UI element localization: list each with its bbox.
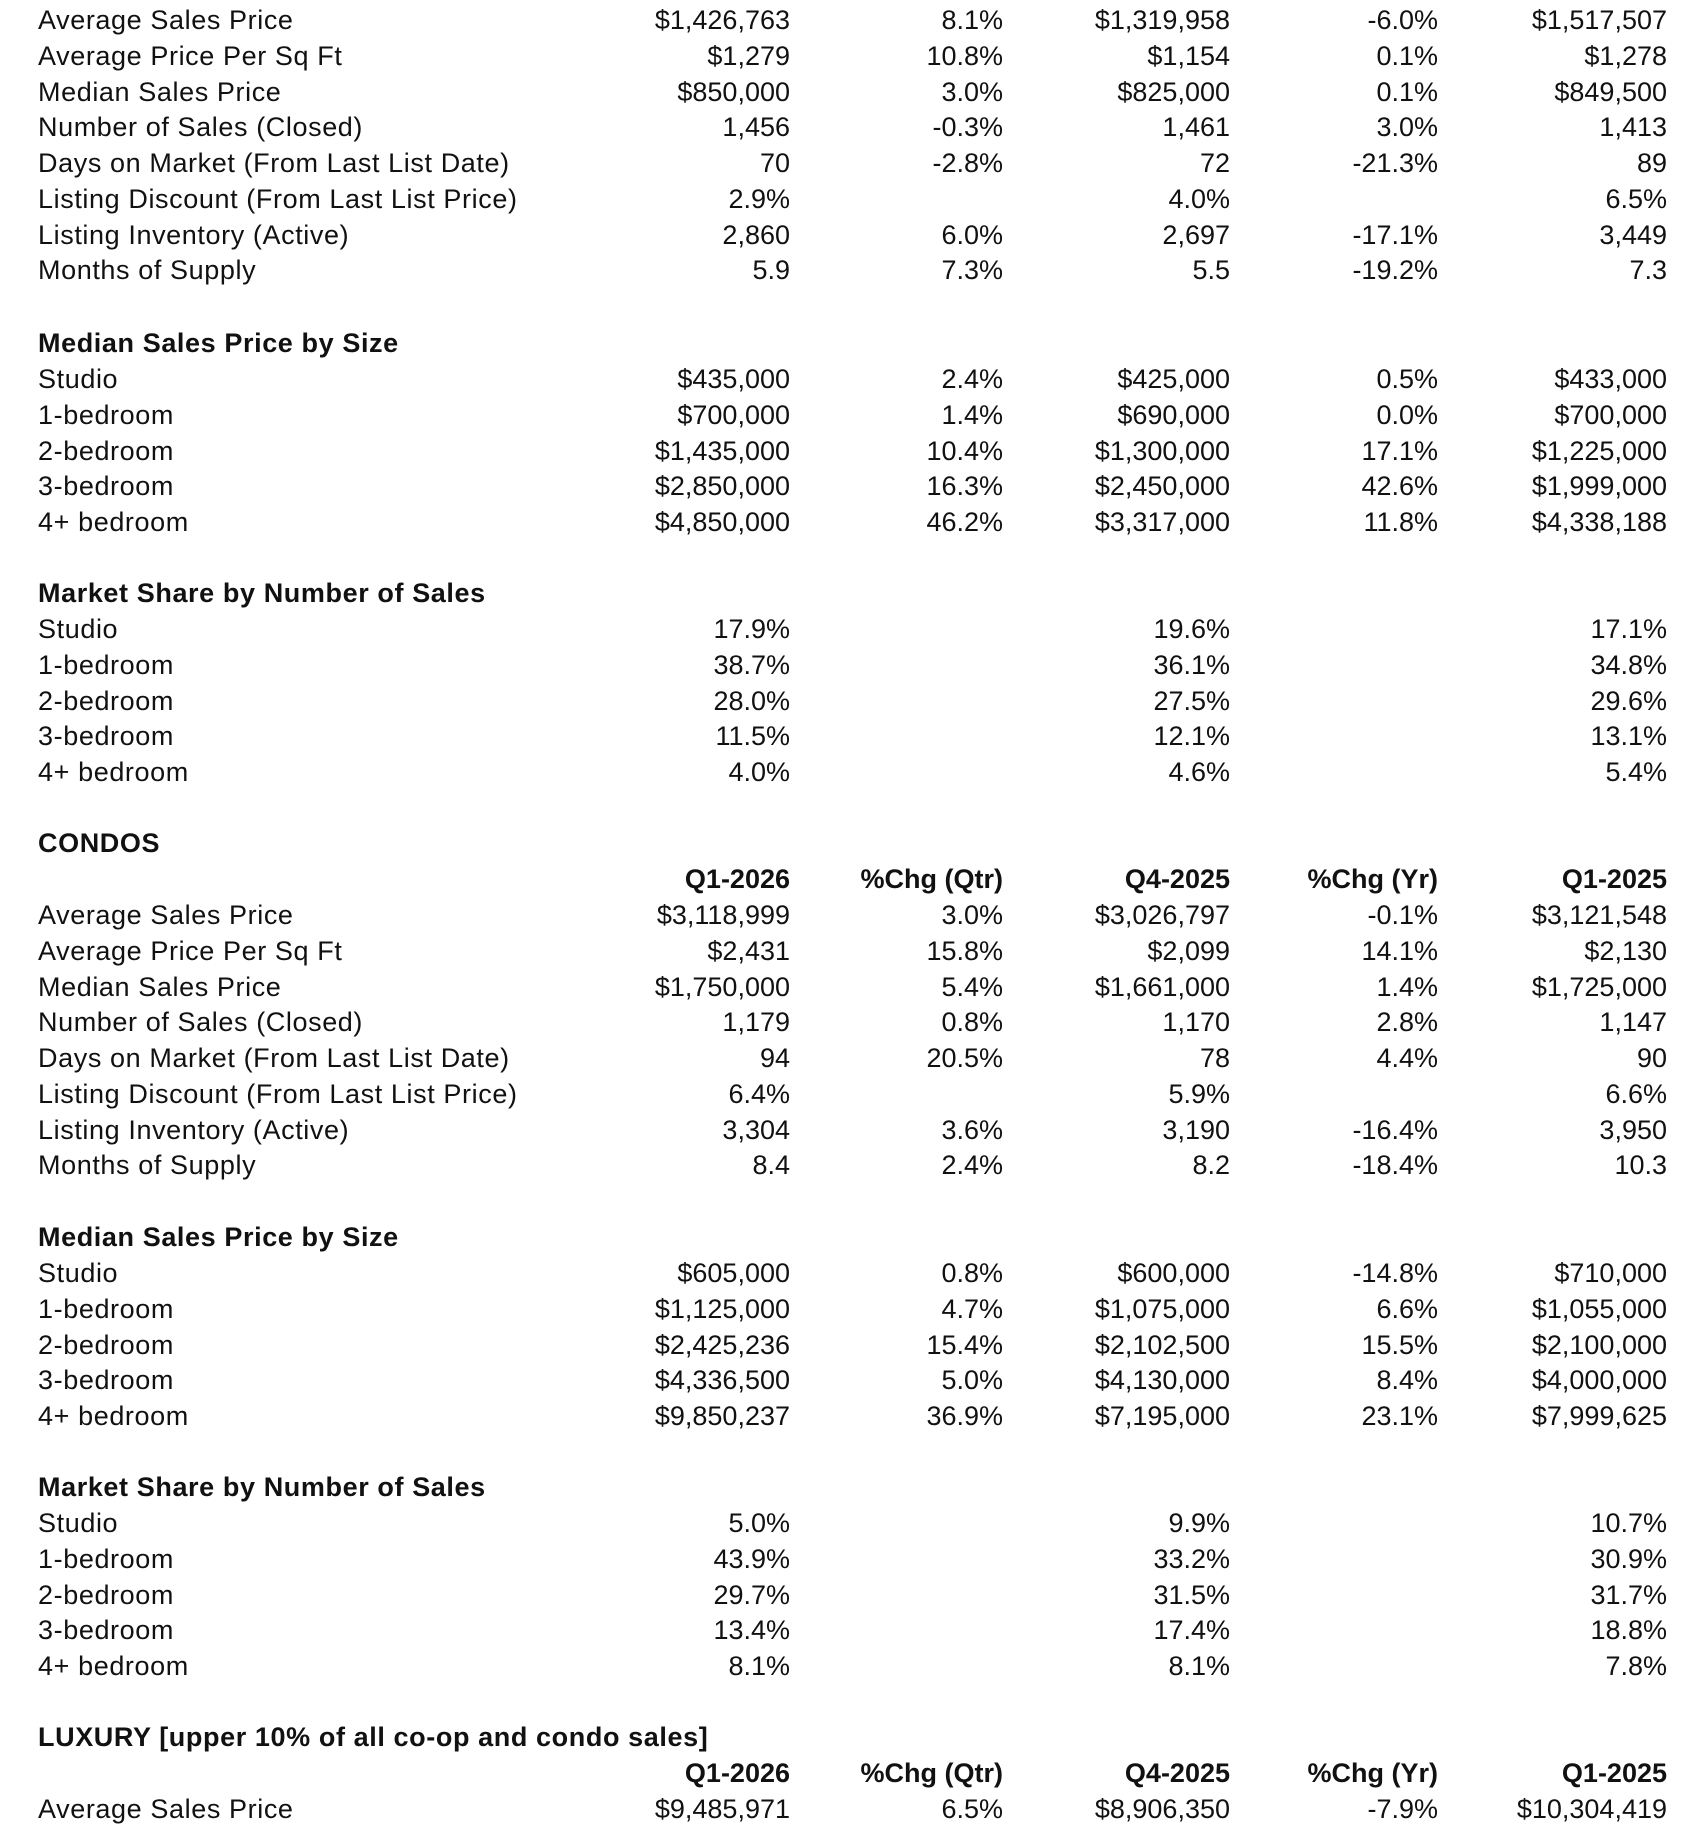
table-cell: 17.1%: [1590, 614, 1667, 644]
table-row-1-bedroom: [0, 397, 1700, 433]
row-label: Days on Market (From Last List Date): [38, 1043, 510, 1073]
column-header-q1-2026: Q1-2026: [684, 864, 790, 894]
table-row-3-bedroom: [0, 718, 1700, 754]
table-cell: $1,278: [1584, 40, 1667, 71]
table-cell: $10,304,419: [1516, 1794, 1667, 1824]
table-cell: 90: [1636, 1043, 1667, 1073]
table-row-4-bedroom: [0, 1398, 1700, 1434]
table-cell: $1,661,000: [1094, 971, 1230, 1002]
table-cell: $7,999,625: [1531, 1401, 1667, 1431]
table-cell: 1,413: [1599, 112, 1667, 143]
row-label: Listing Inventory (Active): [38, 219, 350, 250]
table-cell: 31.5%: [1153, 1579, 1230, 1610]
row-label: Average Sales Price: [38, 1794, 294, 1824]
table-cell: 8.1%: [941, 5, 1003, 35]
section-heading-label: LUXURY [upper 10% of all co-op and condo sales]: [38, 1722, 709, 1752]
section-heading-median-sales-price-by-size: [0, 1219, 1700, 1255]
table-row-studio: [0, 611, 1700, 647]
table-cell: -6.0%: [1367, 5, 1438, 35]
table-row-listing-discount-from-last-list-price: [0, 181, 1700, 217]
table-cell: -0.3%: [932, 112, 1003, 143]
row-label: Average Sales Price: [38, 5, 294, 35]
column-header-q4-2025: Q4-2025: [1124, 864, 1230, 894]
table-row-studio: [0, 361, 1700, 397]
table-cell: 8.4%: [1376, 1365, 1438, 1396]
table-cell: -18.4%: [1352, 1150, 1438, 1181]
section-heading-condos: [0, 825, 1700, 861]
table-cell: $4,336,500: [654, 1365, 790, 1396]
table-cell: $4,000,000: [1531, 1365, 1667, 1396]
table-row-studio: [0, 1505, 1700, 1541]
table-cell: 1.4%: [1376, 971, 1438, 1002]
section-heading-label: Median Sales Price by Size: [38, 1222, 399, 1252]
table-cell: 6.5%: [1605, 183, 1667, 214]
table-cell: 27.5%: [1153, 685, 1230, 716]
column-header-q1-2025: Q1-2025: [1561, 864, 1667, 894]
table-cell: 15.8%: [926, 935, 1003, 966]
table-cell: $2,100,000: [1531, 1329, 1667, 1360]
table-cell: $433,000: [1554, 364, 1667, 394]
table-cell: $1,154: [1147, 40, 1230, 71]
row-label: Number of Sales (Closed): [38, 112, 364, 143]
table-row-listing-discount-from-last-list-price: [0, 1076, 1700, 1112]
table-cell: 8.1%: [728, 1651, 790, 1681]
table-row-average-price-per-sq-ft: [0, 38, 1700, 74]
row-label: Days on Market (From Last List Date): [38, 148, 510, 178]
table-row-days-on-market-from-last-list-date: [0, 145, 1700, 181]
table-cell: 8.2: [1192, 1150, 1230, 1181]
table-cell: $1,075,000: [1094, 1293, 1230, 1324]
table-cell: $9,485,971: [654, 1794, 790, 1824]
table-cell: 29.7%: [713, 1579, 790, 1610]
table-cell: 2,860: [722, 219, 790, 250]
table-cell: 1,456: [722, 112, 790, 143]
table-cell: 36.1%: [1153, 649, 1230, 680]
table-cell: 11.8%: [1363, 507, 1438, 537]
table-cell: 2.9%: [728, 183, 790, 214]
table-cell: 15.4%: [926, 1329, 1003, 1360]
table-row-average-sales-price: [0, 1791, 1700, 1827]
table-cell: $2,130: [1584, 935, 1667, 966]
column-header-chg-qtr: %Chg (Qtr): [860, 1758, 1003, 1788]
column-header-chg-yr: %Chg (Yr): [1307, 864, 1438, 894]
table-cell: $4,850,000: [654, 507, 790, 537]
table-cell: 13.1%: [1590, 721, 1667, 752]
table-cell: 7.3: [1629, 255, 1667, 286]
row-label: Studio: [38, 614, 119, 644]
row-label: 2-bedroom: [38, 1579, 174, 1610]
table-cell: 8.4: [752, 1150, 790, 1181]
table-cell: 15.5%: [1361, 1329, 1438, 1360]
table-row-3-bedroom: [0, 468, 1700, 504]
table-cell: $1,517,507: [1531, 5, 1667, 35]
table-cell: 36.9%: [926, 1401, 1003, 1431]
table-cell: $1,725,000: [1531, 971, 1667, 1002]
table-cell: 70: [759, 148, 790, 178]
table-row-4-bedroom: [0, 754, 1700, 790]
table-cell: 1,147: [1599, 1007, 1667, 1038]
table-cell: -17.1%: [1352, 219, 1438, 250]
table-cell: -2.8%: [932, 148, 1003, 178]
table-cell: $2,431: [707, 935, 790, 966]
table-cell: $1,225,000: [1531, 435, 1667, 466]
table-cell: 3.6%: [941, 1114, 1003, 1145]
table-cell: 30.9%: [1590, 1543, 1667, 1574]
table-cell: $8,906,350: [1094, 1794, 1230, 1824]
table-cell: $4,130,000: [1094, 1365, 1230, 1396]
table-cell: 5.4%: [1605, 757, 1667, 787]
row-label: 4+ bedroom: [38, 757, 189, 787]
table-row-number-of-sales-closed: [0, 109, 1700, 145]
row-label: Listing Inventory (Active): [38, 1114, 350, 1145]
table-cell: $2,850,000: [654, 471, 790, 502]
row-label: Average Price Per Sq Ft: [38, 935, 343, 966]
row-label: 1-bedroom: [38, 1543, 174, 1574]
table-cell: $2,099: [1147, 935, 1230, 966]
table-cell: -0.1%: [1367, 900, 1438, 930]
table-cell: 3,449: [1599, 219, 1667, 250]
row-label: Studio: [38, 1258, 119, 1288]
table-row-listing-inventory-active: [0, 217, 1700, 253]
table-cell: $2,450,000: [1094, 471, 1230, 502]
table-cell: 0.1%: [1376, 40, 1438, 71]
table-cell: $2,425,236: [654, 1329, 790, 1360]
section-heading-label: CONDOS: [38, 828, 161, 858]
table-cell: 1,461: [1162, 112, 1230, 143]
table-row-1-bedroom: [0, 647, 1700, 683]
table-cell: $710,000: [1554, 1258, 1667, 1288]
table-cell: 29.6%: [1590, 685, 1667, 716]
row-label: Studio: [38, 1508, 119, 1538]
table-cell: 72: [1199, 148, 1230, 178]
table-cell: 4.4%: [1376, 1043, 1438, 1073]
table-cell: 23.1%: [1361, 1401, 1438, 1431]
section-heading-market-share-by-number-of-sales: [0, 575, 1700, 611]
table-row-months-of-supply: [0, 1147, 1700, 1183]
table-cell: 6.0%: [941, 219, 1003, 250]
table-cell: $850,000: [677, 76, 790, 107]
table-cell: 2,697: [1162, 219, 1230, 250]
table-cell: 38.7%: [713, 649, 790, 680]
table-cell: 3.0%: [1376, 112, 1438, 143]
column-header-chg-qtr: %Chg (Qtr): [860, 864, 1003, 894]
table-cell: $3,118,999: [656, 900, 790, 930]
row-label: Median Sales Price: [38, 971, 282, 1002]
table-cell: 6.5%: [941, 1794, 1003, 1824]
table-cell: 17.4%: [1153, 1615, 1230, 1646]
table-cell: 18.8%: [1590, 1615, 1667, 1646]
row-label: Average Price Per Sq Ft: [38, 40, 343, 71]
table-cell: 5.9%: [1168, 1078, 1230, 1109]
table-cell: $690,000: [1117, 399, 1230, 430]
row-label: Number of Sales (Closed): [38, 1007, 364, 1038]
table-cell: $3,121,548: [1531, 900, 1667, 930]
table-cell: 34.8%: [1590, 649, 1667, 680]
table-cell: -14.8%: [1352, 1258, 1438, 1288]
table-cell: 11.5%: [715, 721, 790, 752]
table-cell: $700,000: [677, 399, 790, 430]
table-cell: 12.1%: [1153, 721, 1230, 752]
table-cell: 7.8%: [1605, 1651, 1667, 1681]
table-cell: 5.9: [752, 255, 790, 286]
table-row-average-price-per-sq-ft: [0, 933, 1700, 969]
table-row-1-bedroom: [0, 1291, 1700, 1327]
section-heading-median-sales-price-by-size: [0, 325, 1700, 361]
table-row-1-bedroom: [0, 1541, 1700, 1577]
table-cell: 1,179: [722, 1007, 790, 1038]
row-label: 3-bedroom: [38, 471, 174, 502]
table-cell: 6.4%: [728, 1078, 790, 1109]
table-cell: $1,125,000: [654, 1293, 790, 1324]
table-cell: 28.0%: [713, 685, 790, 716]
table-cell: $7,195,000: [1094, 1401, 1230, 1431]
table-cell: 4.0%: [728, 757, 790, 787]
table-cell: 0.1%: [1376, 76, 1438, 107]
section-heading-luxury-upper-10-of-all-co-op-and-condo-sales: [0, 1719, 1700, 1755]
table-row-2-bedroom: [0, 683, 1700, 719]
row-label: Months of Supply: [38, 1150, 257, 1181]
table-cell: 89: [1636, 148, 1667, 178]
column-header-q4-2025: Q4-2025: [1124, 1758, 1230, 1788]
row-label: 1-bedroom: [38, 649, 174, 680]
table-cell: $4,338,188: [1531, 507, 1667, 537]
row-label: 3-bedroom: [38, 1365, 174, 1396]
section-heading-market-share-by-number-of-sales: [0, 1469, 1700, 1505]
table-row-number-of-sales-closed: [0, 1004, 1700, 1040]
table-cell: 5.5: [1192, 255, 1230, 286]
table-cell: $1,319,958: [1094, 5, 1230, 35]
table-cell: $3,026,797: [1094, 900, 1230, 930]
table-cell: 20.5%: [926, 1043, 1003, 1073]
table-row-4-bedroom: [0, 504, 1700, 540]
table-row-2-bedroom: [0, 1327, 1700, 1363]
table-row-3-bedroom: [0, 1612, 1700, 1648]
table-cell: 2.4%: [941, 1150, 1003, 1181]
table-cell: $849,500: [1554, 76, 1667, 107]
table-row-2-bedroom: [0, 433, 1700, 469]
row-label: 2-bedroom: [38, 685, 174, 716]
table-cell: 0.5%: [1376, 364, 1438, 394]
table-cell: 13.4%: [713, 1615, 790, 1646]
table-cell: 17.9%: [713, 614, 790, 644]
table-cell: 3,950: [1599, 1114, 1667, 1145]
table-cell: $2,102,500: [1094, 1329, 1230, 1360]
table-cell: 4.0%: [1168, 183, 1230, 214]
table-cell: 43.9%: [713, 1543, 790, 1574]
column-header-chg-yr: %Chg (Yr): [1307, 1758, 1438, 1788]
section-heading-label: Median Sales Price by Size: [38, 328, 399, 358]
table-cell: $600,000: [1117, 1258, 1230, 1288]
row-label: Average Sales Price: [38, 900, 294, 930]
row-label: 4+ bedroom: [38, 1651, 189, 1681]
table-cell: 78: [1199, 1043, 1230, 1073]
table-cell: $1,300,000: [1094, 435, 1230, 466]
row-label: 2-bedroom: [38, 1329, 174, 1360]
row-label: Listing Discount (From Last List Price): [38, 183, 518, 214]
table-cell: 10.7%: [1590, 1508, 1667, 1538]
table-cell: $425,000: [1117, 364, 1230, 394]
column-header-row: [0, 1755, 1700, 1791]
table-cell: $1,426,763: [654, 5, 790, 35]
table-cell: $605,000: [677, 1258, 790, 1288]
table-cell: $1,435,000: [654, 435, 790, 466]
table-cell: $1,055,000: [1531, 1293, 1667, 1324]
row-label: 4+ bedroom: [38, 507, 189, 537]
table-cell: 4.7%: [941, 1293, 1003, 1324]
table-cell: 10.3: [1614, 1150, 1667, 1181]
table-row-4-bedroom: [0, 1648, 1700, 1684]
row-label: Months of Supply: [38, 255, 257, 286]
table-cell: 2.8%: [1376, 1007, 1438, 1038]
table-row-months-of-supply: [0, 252, 1700, 288]
table-cell: 1,170: [1162, 1007, 1230, 1038]
table-cell: 5.0%: [728, 1508, 790, 1538]
row-label: 2-bedroom: [38, 435, 174, 466]
table-row-3-bedroom: [0, 1362, 1700, 1398]
table-cell: 6.6%: [1376, 1293, 1438, 1324]
row-label: 1-bedroom: [38, 399, 174, 430]
table-row-median-sales-price: [0, 74, 1700, 110]
table-cell: 94: [759, 1043, 790, 1073]
column-header-q1-2025: Q1-2025: [1561, 1758, 1667, 1788]
table-cell: 33.2%: [1153, 1543, 1230, 1574]
table-cell: 3.0%: [941, 76, 1003, 107]
section-heading-label: Market Share by Number of Sales: [38, 578, 486, 608]
table-cell: $3,317,000: [1094, 507, 1230, 537]
table-cell: 31.7%: [1590, 1579, 1667, 1610]
table-cell: 14.1%: [1361, 935, 1438, 966]
table-cell: 5.4%: [941, 971, 1003, 1002]
table-cell: -16.4%: [1352, 1114, 1438, 1145]
table-row-listing-inventory-active: [0, 1112, 1700, 1148]
table-cell: $435,000: [677, 364, 790, 394]
table-cell: $1,750,000: [654, 971, 790, 1002]
table-cell: 0.8%: [941, 1258, 1003, 1288]
table-cell: $700,000: [1554, 399, 1667, 430]
row-label: 3-bedroom: [38, 1615, 174, 1646]
table-cell: -21.3%: [1352, 148, 1438, 178]
table-cell: 7.3%: [941, 255, 1003, 286]
section-heading-label: Market Share by Number of Sales: [38, 1472, 486, 1502]
table-cell: 16.3%: [926, 471, 1003, 502]
table-cell: 1.4%: [941, 399, 1003, 430]
table-cell: 3,190: [1162, 1114, 1230, 1145]
table-cell: $9,850,237: [654, 1401, 790, 1431]
table-cell: 4.6%: [1168, 757, 1230, 787]
table-cell: $1,999,000: [1531, 471, 1667, 502]
column-header-q1-2026: Q1-2026: [684, 1758, 790, 1788]
table-cell: -19.2%: [1352, 255, 1438, 286]
table-cell: $1,279: [707, 40, 790, 71]
table-cell: 8.1%: [1168, 1651, 1230, 1681]
table-cell: 46.2%: [926, 507, 1003, 537]
table-cell: $825,000: [1117, 76, 1230, 107]
table-row-average-sales-price: [0, 897, 1700, 933]
table-cell: -7.9%: [1367, 1794, 1438, 1824]
table-cell: 2.4%: [941, 364, 1003, 394]
table-cell: 0.0%: [1376, 399, 1438, 430]
table-row-days-on-market-from-last-list-date: [0, 1040, 1700, 1076]
row-label: 1-bedroom: [38, 1293, 174, 1324]
table-cell: 10.4%: [926, 435, 1003, 466]
table-cell: 6.6%: [1605, 1078, 1667, 1109]
row-label: Studio: [38, 364, 119, 394]
row-label: 4+ bedroom: [38, 1401, 189, 1431]
table-cell: 3,304: [722, 1114, 790, 1145]
table-row-average-sales-price: [0, 2, 1700, 38]
table-cell: 17.1%: [1361, 435, 1438, 466]
table-cell: 42.6%: [1361, 471, 1438, 502]
row-label: Median Sales Price: [38, 76, 282, 107]
table-cell: 3.0%: [941, 900, 1003, 930]
table-cell: 0.8%: [941, 1007, 1003, 1038]
table-row-median-sales-price: [0, 969, 1700, 1005]
table-cell: 10.8%: [926, 40, 1003, 71]
table-cell: 19.6%: [1153, 614, 1230, 644]
table-row-2-bedroom: [0, 1577, 1700, 1613]
table-cell: 9.9%: [1168, 1508, 1230, 1538]
table-cell: 5.0%: [941, 1365, 1003, 1396]
column-header-row: [0, 861, 1700, 897]
row-label: Listing Discount (From Last List Price): [38, 1078, 518, 1109]
table-row-studio: [0, 1255, 1700, 1291]
row-label: 3-bedroom: [38, 721, 174, 752]
